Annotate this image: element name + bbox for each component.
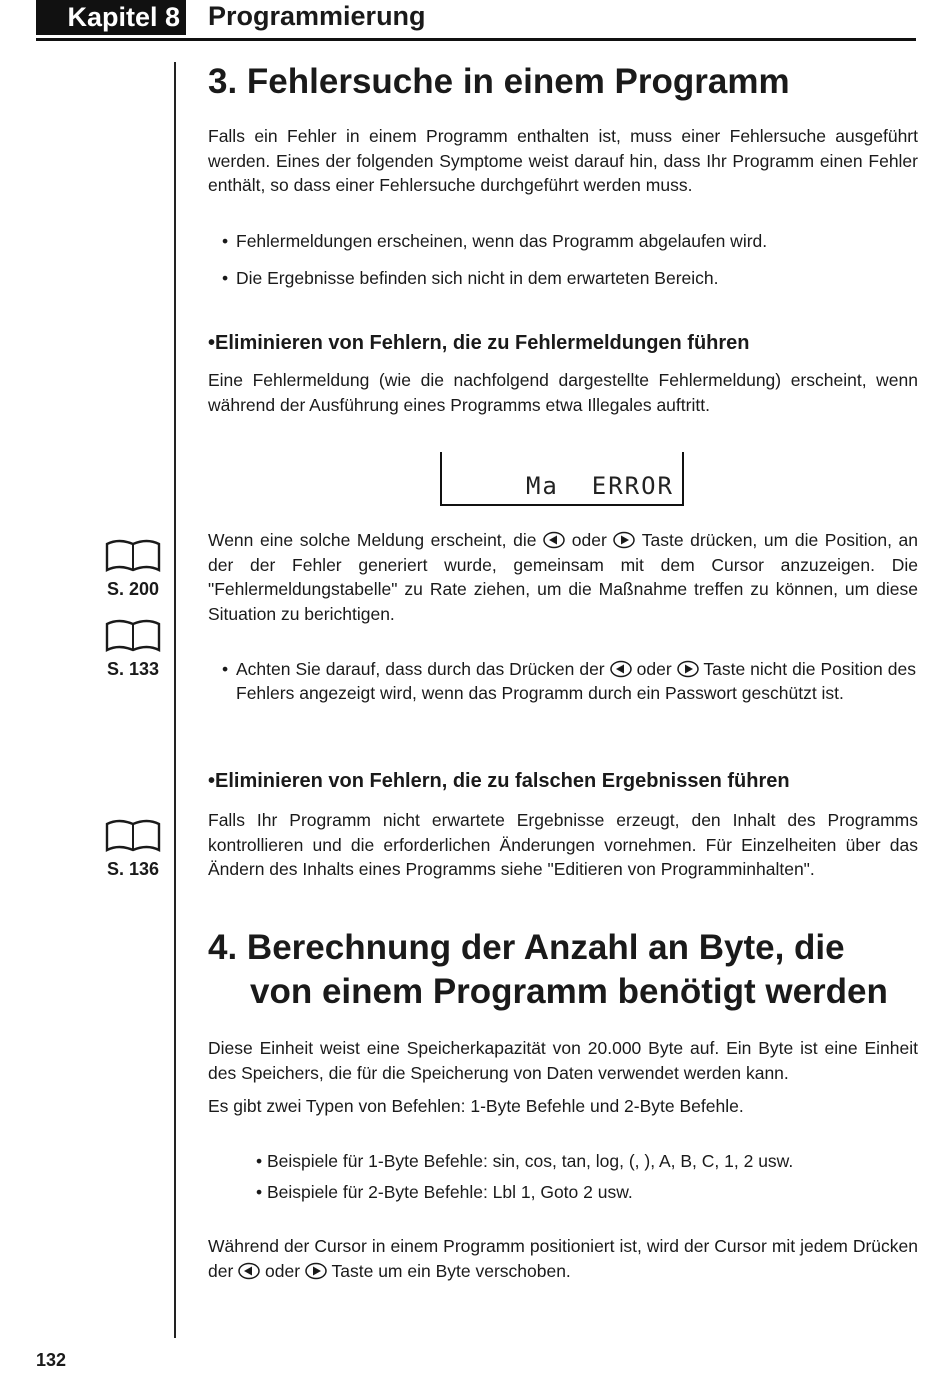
section4-para1: Diese Einheit weist eine Speicherkapazität von 20.000 Byte auf. Ein Byte ist eine Einheit des Speichers, die für die Speicherung von Daten verwendet werden kann. bbox=[208, 1038, 918, 1083]
section3-title-wrap bbox=[208, 60, 918, 104]
sub1-title-wrap bbox=[208, 330, 918, 356]
text-run: Während der Cursor in einem Programm positioniert ist, wird der Cursor mit jedem Drücken der bbox=[208, 1236, 918, 1281]
left-arrow-key-icon bbox=[543, 531, 565, 549]
list-item-text: • Beispiele für 1-Byte Befehle: sin, cos, tan, log, (, ), A, B, C, 1, 2 usw. bbox=[256, 1151, 794, 1171]
section3-intro-wrap bbox=[208, 124, 918, 198]
sub2-title: •Eliminieren von Fehlern, die zu falschen Ergebnissen führen bbox=[208, 770, 790, 792]
margin-ref-label: S. 136 bbox=[106, 859, 160, 879]
page-header bbox=[36, 0, 916, 41]
book-icon bbox=[103, 538, 163, 574]
section4-para1-wrap bbox=[208, 1036, 918, 1085]
right-arrow-key-icon bbox=[613, 531, 635, 549]
section4-para3 bbox=[208, 1234, 918, 1283]
margin-rule bbox=[174, 62, 176, 1338]
left-arrow-key-icon bbox=[238, 1262, 260, 1280]
text-run: Taste nicht die Position des Fehlers angezeigt wird, wenn das Programm durch ein Passwort geschützt ist. bbox=[236, 659, 916, 703]
sub2-text: Falls Ihr Programm nicht erwartete Ergebnisse erzeugt, den Inhalt des Programms kontrollieren und die erforderlichen Änderungen vornehmen. Für Einzelheiten über das Ändern des Inhalts eines Programms siehe "Editieren von Programminhalten". bbox=[208, 810, 918, 879]
section4-para2-wrap bbox=[208, 1094, 918, 1119]
bullet-dot: • bbox=[222, 659, 229, 679]
text-run: oder bbox=[636, 659, 672, 679]
chapter-title: Programmierung bbox=[208, 1, 426, 31]
page-number: 132 bbox=[36, 1350, 67, 1370]
sub1-para2-wrap bbox=[208, 528, 918, 626]
section4-para2: Es gibt zwei Typen von Befehlen: 1-Byte Befehle und 2-Byte Befehle. bbox=[208, 1096, 744, 1116]
list-item-text: Fehlermeldungen erscheinen, wenn das Programm abgelaufen wird. bbox=[236, 231, 768, 251]
book-icon bbox=[103, 818, 163, 854]
text-run: Achten Sie darauf, dass durch das Drücken der bbox=[236, 659, 605, 679]
section4-title-wrap bbox=[208, 926, 918, 1014]
sub1-text-wrap bbox=[208, 368, 918, 417]
note-item bbox=[222, 657, 916, 705]
sub1-para2 bbox=[208, 528, 918, 626]
bullet-dot: • bbox=[222, 268, 229, 288]
margin-ref-label: S. 200 bbox=[106, 579, 160, 599]
lcd-error-text: Ma ERROR bbox=[525, 472, 674, 500]
list-item-text: Die Ergebnisse befinden sich nicht in dem erwarteten Bereich. bbox=[236, 268, 719, 288]
right-arrow-key-icon bbox=[305, 1262, 327, 1280]
section4-title-line2: von einem Programm benötigt werden bbox=[250, 972, 888, 1011]
sub2-text-wrap bbox=[208, 808, 918, 882]
text-run: oder bbox=[571, 530, 607, 550]
margin-ref-label: S. 133 bbox=[106, 659, 160, 679]
text-run: Wenn eine solche Meldung erscheint, die bbox=[208, 530, 537, 550]
text-run: oder bbox=[265, 1260, 301, 1281]
list-item-text: • Beispiele für 2-Byte Befehle: Lbl 1, Goto 2 usw. bbox=[256, 1182, 633, 1202]
chapter-label: Kapitel 8 bbox=[36, 0, 186, 35]
margin-ref[interactable] bbox=[100, 618, 166, 679]
list-item bbox=[222, 229, 896, 253]
list-item bbox=[256, 1149, 896, 1173]
section4-para3-wrap bbox=[208, 1234, 918, 1283]
margin-ref[interactable] bbox=[100, 538, 166, 599]
book-icon bbox=[103, 618, 163, 654]
sub1-title: •Eliminieren von Fehlern, die zu Fehlermeldungen führen bbox=[208, 332, 750, 354]
sub2-title-wrap bbox=[208, 768, 918, 794]
sub1-text: Eine Fehlermeldung (wie die nachfolgend dargestellte Fehlermeldung) erscheint, wenn während der Ausführung eines Programms etwa Illegales auftritt. bbox=[208, 370, 918, 415]
section4-title-line1: 4. Berechnung der Anzahl an Byte, die bbox=[208, 928, 845, 967]
margin-ref[interactable] bbox=[100, 818, 166, 879]
text-run: Taste um ein Byte verschoben. bbox=[331, 1260, 571, 1281]
text-run: Taste drücken, um die Position, an der der Fehler generiert wurde, gemeinsam mit dem Cursor anzuzeigen. Die "Fehlermeldungstabelle" zu Rate ziehen, um die Maßnahme treffen zu können, um diese Situation zu berichtigen. bbox=[208, 530, 919, 624]
bullet-dot: • bbox=[222, 231, 229, 251]
list-item bbox=[222, 266, 896, 290]
right-arrow-key-icon bbox=[677, 660, 699, 678]
section3-title: 3. Fehlersuche in einem Programm bbox=[208, 62, 790, 101]
left-arrow-key-icon bbox=[610, 660, 632, 678]
lcd-error-display bbox=[440, 452, 684, 506]
section3-intro: Falls ein Fehler in einem Programm enthalten ist, muss einer Fehlersuche ausgeführt werden. Eines der folgenden Symptome weist darauf hin, dass Ihr Programm einen Fehler enthält, so dass einer Fehlersuche durchgeführt werden muss. bbox=[208, 126, 918, 195]
list-item bbox=[256, 1180, 896, 1204]
